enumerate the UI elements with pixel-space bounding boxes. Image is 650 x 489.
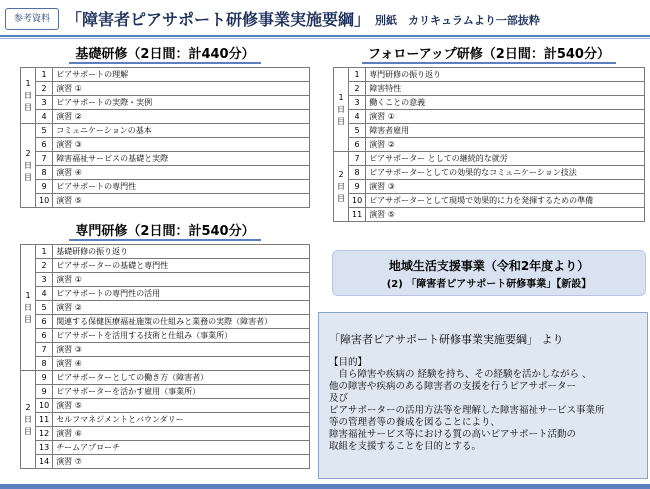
curriculum-row bbox=[21, 413, 310, 427]
purpose-line: 他の障害や疾病のある障害者の支援を行うピアサポーター bbox=[329, 381, 577, 392]
session-number: 6 bbox=[36, 329, 53, 343]
session-number: 4 bbox=[36, 287, 53, 301]
session-title: ピアサポーター としての継続的な就労 bbox=[366, 152, 645, 166]
session-number: 14 bbox=[36, 455, 53, 469]
curriculum-row bbox=[334, 138, 645, 152]
session-number: 10 bbox=[36, 194, 53, 208]
purpose-box bbox=[318, 312, 648, 479]
session-number: 2 bbox=[36, 82, 53, 96]
curriculum-row bbox=[21, 245, 310, 259]
curriculum-row bbox=[21, 82, 310, 96]
session-number: 3 bbox=[36, 273, 53, 287]
program-subtitle: (2) 「障害者ピアサポート研修事業」【新設】 bbox=[386, 279, 592, 290]
curriculum-row bbox=[21, 455, 310, 469]
session-number: 3 bbox=[36, 96, 53, 110]
session-number: 9 bbox=[36, 180, 53, 194]
purpose-source-title: 「障害者ピアサポート研修事業実施要綱」 より bbox=[329, 333, 564, 346]
session-number: 12 bbox=[36, 427, 53, 441]
session-number: 6 bbox=[349, 138, 366, 152]
session-title: 働くことの意義 bbox=[366, 96, 645, 110]
day-label: 2 日 目 bbox=[334, 152, 349, 222]
day-label: 1 日 目 bbox=[21, 68, 36, 124]
curriculum-row bbox=[334, 208, 645, 222]
session-title: 基礎研修の振り返り bbox=[53, 245, 310, 259]
header bbox=[0, 0, 650, 40]
session-title: 関連する保健医療福祉施策の仕組みと業務の実際（障害者） bbox=[53, 315, 310, 329]
curriculum-row bbox=[21, 124, 310, 138]
session-number: 6 bbox=[36, 138, 53, 152]
curriculum-row bbox=[21, 68, 310, 82]
purpose-line: 障害福祉サービス等における質の高いピアサポート活動の bbox=[329, 429, 577, 440]
session-number: 2 bbox=[36, 259, 53, 273]
purpose-line: 及び bbox=[329, 393, 349, 404]
session-title: 演習 ① bbox=[53, 273, 310, 287]
day-label: 1 日 目 bbox=[21, 245, 36, 371]
session-title: 演習 ① bbox=[366, 110, 645, 124]
session-title: ピアサポーターの基礎と専門性 bbox=[53, 259, 310, 273]
session-title: ピアサポーターを活かす雇用（事業所） bbox=[53, 385, 310, 399]
header-divider-thin bbox=[0, 38, 650, 39]
session-title: ピアサポーターとしての働き方（障害者） bbox=[53, 371, 310, 385]
curriculum-row bbox=[21, 343, 310, 357]
basic-training-title: 基礎研修（2日間：計440分） bbox=[20, 45, 310, 65]
curriculum-row bbox=[21, 166, 310, 180]
curriculum-row bbox=[21, 152, 310, 166]
curriculum-row bbox=[21, 385, 310, 399]
session-number: 6 bbox=[36, 315, 53, 329]
followup-training-title: フォローアップ研修（2日間：計540分） bbox=[333, 45, 645, 65]
purpose-line: ピアサポーターの活用方法等を理解した障害福祉サービス事業所 bbox=[329, 405, 605, 416]
session-title: ピアサポートの専門性の活用 bbox=[53, 287, 310, 301]
followup-training-table bbox=[333, 67, 645, 222]
curriculum-row bbox=[334, 110, 645, 124]
session-title: ピアサポートの専門性 bbox=[53, 180, 310, 194]
purpose-text bbox=[329, 357, 605, 453]
program-title: 地域生活支援事業（令和2年度より） bbox=[388, 259, 590, 273]
curriculum-row bbox=[21, 180, 310, 194]
session-number: 3 bbox=[349, 96, 366, 110]
session-number: 8 bbox=[36, 357, 53, 371]
curriculum-row bbox=[334, 152, 645, 166]
page-subtitle: 別紙 カリキュラムより一部抜粋 bbox=[375, 14, 540, 27]
session-number: 11 bbox=[36, 413, 53, 427]
curriculum-row bbox=[334, 96, 645, 110]
session-number: 5 bbox=[36, 124, 53, 138]
session-title: 演習 ② bbox=[53, 110, 310, 124]
curriculum-row bbox=[21, 138, 310, 152]
session-number: 7 bbox=[36, 343, 53, 357]
curriculum-row bbox=[21, 259, 310, 273]
session-title: 演習 ⑦ bbox=[53, 455, 310, 469]
session-number: 10 bbox=[349, 194, 366, 208]
curriculum-row bbox=[21, 371, 310, 385]
header-divider bbox=[0, 35, 650, 37]
session-number: 11 bbox=[349, 208, 366, 222]
session-title: 演習 ② bbox=[366, 138, 645, 152]
session-number: 9 bbox=[36, 371, 53, 385]
session-number: 8 bbox=[36, 166, 53, 180]
page-title: 「障害者ピアサポート研修事業実施要綱」 bbox=[66, 10, 371, 29]
session-title: 演習 ① bbox=[53, 82, 310, 96]
session-title: 演習 ④ bbox=[53, 357, 310, 371]
basic-training-table bbox=[20, 67, 310, 208]
session-number: 4 bbox=[36, 110, 53, 124]
session-title: セルフマネジメントとバウンダリー bbox=[53, 413, 310, 427]
session-title: 障害者雇用 bbox=[366, 124, 645, 138]
curriculum-row bbox=[334, 194, 645, 208]
day-label: 2 日 目 bbox=[21, 371, 36, 469]
session-number: 9 bbox=[36, 385, 53, 399]
curriculum-row bbox=[21, 96, 310, 110]
curriculum-row bbox=[334, 180, 645, 194]
session-number: 10 bbox=[36, 399, 53, 413]
session-title: 演習 ③ bbox=[53, 343, 310, 357]
day-label: 1 日 目 bbox=[334, 68, 349, 152]
session-title: ピアサポーターとして現場で効果的に力を発揮するための準備 bbox=[366, 194, 645, 208]
curriculum-row bbox=[334, 68, 645, 82]
session-title: 演習 ③ bbox=[53, 138, 310, 152]
curriculum-row bbox=[21, 273, 310, 287]
session-number: 5 bbox=[349, 124, 366, 138]
session-title: 演習 ④ bbox=[53, 166, 310, 180]
purpose-line: 自ら障害や疾病の 経験を持ち、その経験を活かしながら 、 bbox=[329, 369, 592, 380]
curriculum-row bbox=[21, 287, 310, 301]
program-banner bbox=[332, 250, 646, 296]
curriculum-row bbox=[21, 315, 310, 329]
session-title: チームアプローチ bbox=[53, 441, 310, 455]
session-number: 5 bbox=[36, 301, 53, 315]
session-title: 障害特性 bbox=[366, 82, 645, 96]
session-number: 1 bbox=[36, 245, 53, 259]
session-number: 8 bbox=[349, 166, 366, 180]
purpose-line: 等の管理者等の養成を図ることにより、 bbox=[329, 417, 501, 428]
session-number: 7 bbox=[349, 152, 366, 166]
curriculum-row bbox=[21, 399, 310, 413]
curriculum-row bbox=[334, 124, 645, 138]
session-number: 7 bbox=[36, 152, 53, 166]
session-title: 演習 ⑥ bbox=[53, 427, 310, 441]
curriculum-row bbox=[21, 329, 310, 343]
purpose-line: 取組を支援することを目的とする。 bbox=[329, 441, 482, 452]
session-title: ピアサポートの実際・実例 bbox=[53, 96, 310, 110]
session-title: 演習 ⑤ bbox=[53, 194, 310, 208]
session-number: 2 bbox=[349, 82, 366, 96]
session-title: ピアサポートを活用する技術と仕組み（事業所） bbox=[53, 329, 310, 343]
session-number: 1 bbox=[349, 68, 366, 82]
session-number: 9 bbox=[349, 180, 366, 194]
session-title: 障害福祉サービスの基礎と実際 bbox=[53, 152, 310, 166]
footer-bar bbox=[0, 484, 650, 489]
curriculum-row bbox=[21, 357, 310, 371]
session-title: ピアサポートの理解 bbox=[53, 68, 310, 82]
session-title: 専門研修の振り返り bbox=[366, 68, 645, 82]
curriculum-row bbox=[21, 301, 310, 315]
day-label: 2 日 目 bbox=[21, 124, 36, 208]
session-title: 演習 ⑤ bbox=[53, 399, 310, 413]
purpose-line: 【目的】 bbox=[329, 357, 368, 368]
session-title: コミュニケーションの基本 bbox=[53, 124, 310, 138]
curriculum-row bbox=[334, 82, 645, 96]
session-title: 演習 ③ bbox=[366, 180, 645, 194]
curriculum-row bbox=[21, 427, 310, 441]
session-title: 演習 ⑤ bbox=[366, 208, 645, 222]
curriculum-row bbox=[21, 194, 310, 208]
session-title: ピアサポーターとしての効果的なコミュニケーション技法 bbox=[366, 166, 645, 180]
session-number: 13 bbox=[36, 441, 53, 455]
session-title: 演習 ② bbox=[53, 301, 310, 315]
reference-badge: 参考資料 bbox=[5, 8, 59, 30]
session-number: 1 bbox=[36, 68, 53, 82]
session-number: 4 bbox=[349, 110, 366, 124]
curriculum-row bbox=[334, 166, 645, 180]
curriculum-row bbox=[21, 441, 310, 455]
curriculum-row bbox=[21, 110, 310, 124]
specialized-training-table bbox=[20, 244, 310, 469]
specialized-training-title: 専門研修（2日間：計540分） bbox=[20, 222, 310, 242]
